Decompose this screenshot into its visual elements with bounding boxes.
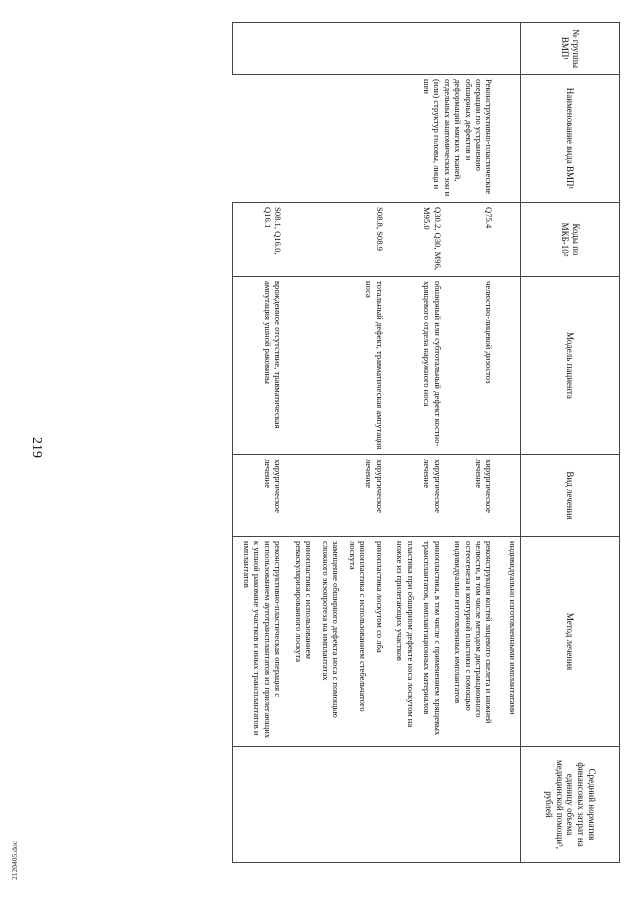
rotated-table-container: [90, 22, 620, 862]
vmp-name-cell: Реконструктивно-пластические операции по устранению обширных дефектов и деформаций мягких тканей, отдельных анатомических зон и (или) структур головы, лица и шеи: [233, 75, 497, 203]
vmp-table: [232, 22, 620, 863]
patient-model-cell: обширный или субтотальный дефект костно-хрящевого отдела наружного носа: [387, 277, 445, 455]
method-item: ринопластика с использованием стебельчатого лоскута: [347, 541, 369, 712]
method-cell: [445, 537, 497, 747]
header-vmp-name: Наименование вида ВМП¹: [521, 75, 620, 203]
method-cell: [285, 537, 386, 747]
treatment-type-cell: хирургическое лечение: [445, 455, 497, 537]
method-cell: индивидуально изготовленными имплантатами: [497, 537, 521, 747]
treatment-type-cell: хирургическое лечение: [233, 455, 285, 537]
method-item: ринопластика, в том числе с применением хрящевых трансплантатов, имплантационных материалов: [422, 541, 443, 736]
header-icd-codes: Коды по МКБ-10²: [521, 203, 620, 277]
icd-code-cell: Q75.4: [445, 203, 497, 277]
treatment-type-cell: хирургическое лечение: [285, 455, 386, 537]
table-row-continuation: [497, 23, 521, 863]
page-number: 219: [29, 437, 44, 458]
icd-code-cell: S08.1, Q16.0, Q16.1: [233, 203, 285, 277]
document-code: 2120405.doc: [10, 841, 19, 880]
icd-code-cell: S08.8, S08.9: [285, 203, 386, 277]
header-cost-standard: Средний норматив финансовых затрат на единицу объема медицинской помощи³, рублей: [521, 747, 620, 863]
icd-code-cell: Q30.2, Q30, M96, M95.0: [387, 203, 445, 277]
header-treatment-method: Метод лечения: [521, 537, 620, 747]
method-item: реконструктивно-пластическая операция с использованием аутотрансплантатов из прилегающих к ушной раковине участков и иных трансплантатов и имплантатов: [241, 541, 284, 739]
method-item: реконструкция костей лицевого скелета и нижней челюсти, в том числе методом дистракционного остеогенеза и контурной пластики с помощью индивидуально изготовленных имплантатов: [453, 541, 495, 724]
patient-model-cell: тотальный дефект, травматическая ампутация носа: [285, 277, 386, 455]
method-item: замещение обширного дефекта носа с помощью сложного экзопротеза на имплантатах: [320, 541, 342, 718]
header-group-number: № группы ВМП¹: [521, 23, 620, 75]
treatment-type-cell: хирургическое лечение: [387, 455, 445, 537]
method-cell: [233, 537, 285, 747]
method-item: ринопластика лоскутом со лба: [374, 541, 385, 653]
table-row: [445, 23, 497, 863]
patient-model-cell: врожденное отсутствие, травматическая ампутация ушной раковины: [233, 277, 285, 455]
table-header-row: [521, 23, 620, 863]
method-cell: [387, 537, 445, 747]
method-item: ринопластика с использованием реваскуляризированного лоскута: [293, 541, 315, 663]
patient-model-cell: челюстно-лицевой дизостоз: [445, 277, 497, 455]
header-patient-model: Модель пациента: [521, 277, 620, 455]
method-item: пластика при обширном дефекте носа лоскутом на ножке из прилегающих участков: [395, 541, 416, 728]
header-treatment-type: Вид лечения: [521, 455, 620, 537]
